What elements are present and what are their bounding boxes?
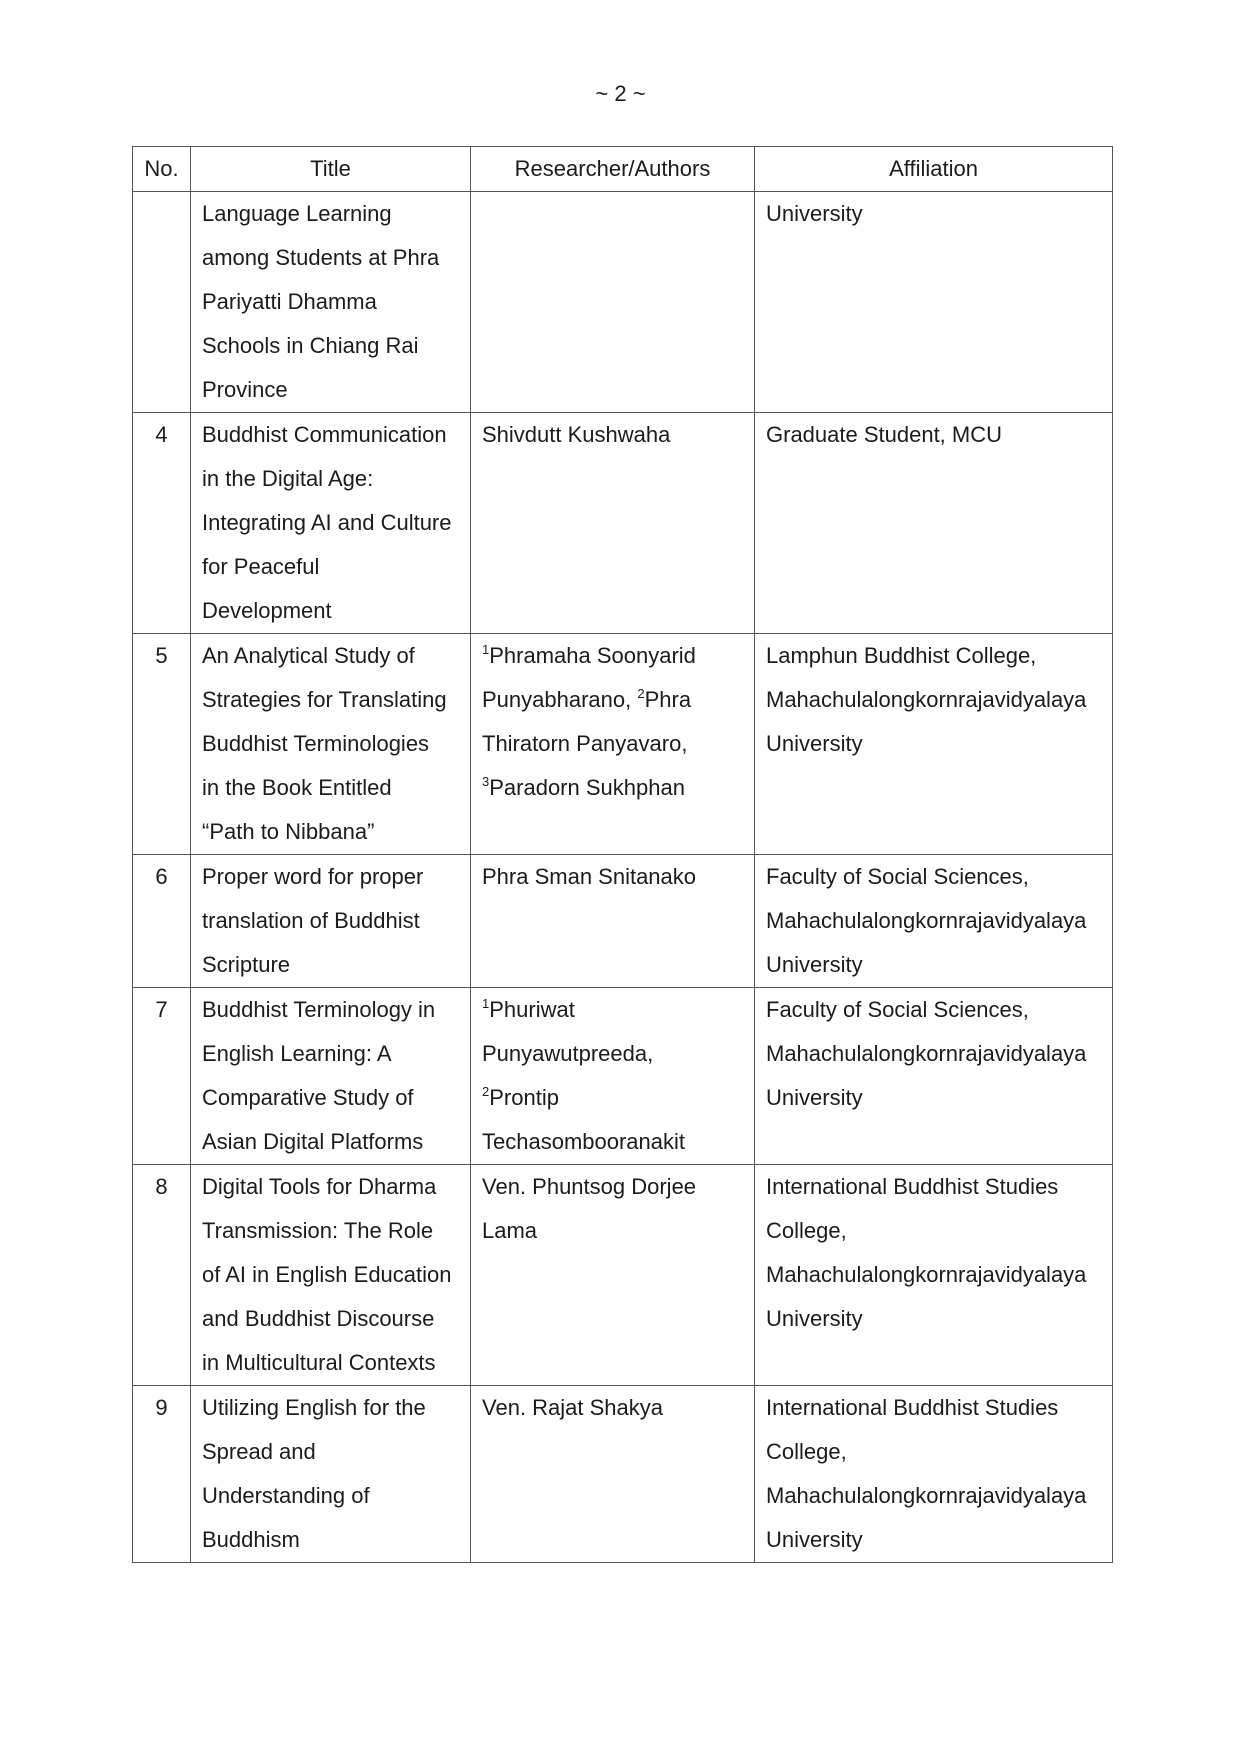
- table-row: [133, 1386, 1113, 1563]
- cell-authors: [471, 192, 755, 413]
- page-number: ~ 2 ~: [595, 81, 646, 106]
- table-row: [133, 1165, 1113, 1386]
- author-index-superscript: 1: [482, 642, 490, 657]
- title-line: Schools in Chiang Rai: [202, 333, 419, 358]
- affiliation-line: Mahachulalongkornrajavidyalaya: [766, 687, 1087, 712]
- author-name-text: Punyawutpreeda,: [482, 1041, 654, 1066]
- cell-title: [191, 1165, 471, 1386]
- author-name-text: Phuriwat: [489, 997, 575, 1022]
- author-name-text: Ven. Rajat Shakya: [482, 1395, 664, 1420]
- author-index-superscript: 2: [637, 686, 645, 701]
- table-header-row: [133, 147, 1113, 192]
- title-line: Asian Digital Platforms: [202, 1129, 424, 1154]
- affiliation-line: Graduate Student, MCU: [766, 422, 1003, 447]
- row-number: 5: [155, 643, 168, 668]
- cell-no: [133, 413, 191, 634]
- author-line: [482, 766, 748, 810]
- cell-affiliation: [755, 413, 1113, 634]
- title-line: for Peaceful: [202, 554, 320, 579]
- title-line: Proper word for proper: [202, 864, 424, 889]
- affiliation-line: Mahachulalongkornrajavidyalaya: [766, 908, 1087, 933]
- author-line: [482, 678, 748, 722]
- author-name-text: Phramaha Soonyarid: [489, 643, 696, 668]
- title-line: Buddhism: [202, 1527, 300, 1552]
- title-line: Spread and: [202, 1439, 316, 1464]
- cell-title: [191, 855, 471, 988]
- title-line: of AI in English Education: [202, 1262, 452, 1287]
- header-researcher-authors: Researcher/Authors: [471, 147, 755, 192]
- cell-authors: [471, 855, 755, 988]
- cell-affiliation: [755, 988, 1113, 1165]
- author-name-text: Paradorn Sukhphan: [489, 775, 685, 800]
- title-line: Digital Tools for Dharma: [202, 1174, 437, 1199]
- affiliation-line: Faculty of Social Sciences,: [766, 997, 1029, 1022]
- table-body: [133, 192, 1113, 1563]
- table-row: [133, 988, 1113, 1165]
- affiliation-line: Mahachulalongkornrajavidyalaya: [766, 1262, 1087, 1287]
- header-no: No.: [133, 147, 191, 192]
- author-line: [482, 1386, 748, 1430]
- affiliation-line: Lamphun Buddhist College,: [766, 643, 1037, 668]
- cell-affiliation: [755, 192, 1113, 413]
- author-name-text: Punyabharano,: [482, 687, 638, 712]
- title-line: “Path to Nibbana”: [202, 819, 375, 844]
- title-line: translation of Buddhist: [202, 908, 420, 933]
- author-index-superscript: 1: [482, 996, 490, 1011]
- cell-affiliation: [755, 634, 1113, 855]
- author-line: [482, 988, 748, 1032]
- cell-no: [133, 1386, 191, 1563]
- author-line: [482, 722, 748, 766]
- table-row: [133, 634, 1113, 855]
- author-line: [482, 1120, 748, 1164]
- affiliation-line: Mahachulalongkornrajavidyalaya: [766, 1041, 1087, 1066]
- cell-no: [133, 192, 191, 413]
- row-number: 7: [155, 997, 168, 1022]
- author-index-superscript: 3: [482, 774, 490, 789]
- title-line: Province: [202, 377, 288, 402]
- row-number: [135, 192, 188, 236]
- table-row: [133, 413, 1113, 634]
- affiliation-line: Faculty of Social Sciences,: [766, 864, 1029, 889]
- row-number: 6: [155, 864, 168, 889]
- title-line: Development: [202, 598, 332, 623]
- research-papers-table: [132, 146, 1113, 1563]
- cell-authors: [471, 634, 755, 855]
- author-name-text: Phra: [644, 687, 692, 712]
- affiliation-line: University: [766, 201, 863, 226]
- table-row: [133, 192, 1113, 413]
- cell-authors: [471, 413, 755, 634]
- title-line: Scripture: [202, 952, 291, 977]
- affiliation-line: Mahachulalongkornrajavidyalaya: [766, 1483, 1087, 1508]
- author-line: [482, 634, 748, 678]
- title-line: in the Digital Age:: [202, 466, 374, 491]
- title-line: Strategies for Translating: [202, 687, 447, 712]
- author-line: [482, 1076, 748, 1120]
- title-line: and Buddhist Discourse: [202, 1306, 435, 1331]
- cell-title: [191, 988, 471, 1165]
- cell-affiliation: [755, 855, 1113, 988]
- author-index-superscript: 2: [482, 1084, 490, 1099]
- title-line: Pariyatti Dhamma: [202, 289, 377, 314]
- title-line: Understanding of: [202, 1483, 370, 1508]
- cell-authors: [471, 1165, 755, 1386]
- affiliation-line: College,: [766, 1439, 847, 1464]
- cell-no: [133, 855, 191, 988]
- cell-affiliation: [755, 1386, 1113, 1563]
- cell-no: [133, 634, 191, 855]
- author-line: [482, 855, 748, 899]
- title-line: Buddhist Terminologies: [202, 731, 430, 756]
- affiliation-line: International Buddhist Studies: [766, 1395, 1059, 1420]
- author-name-text: Ven. Phuntsog Dorjee: [482, 1174, 697, 1199]
- affiliation-line: University: [766, 731, 863, 756]
- cell-authors: [471, 1386, 755, 1563]
- header-affiliation: Affiliation: [755, 147, 1113, 192]
- title-line: English Learning: A: [202, 1041, 392, 1066]
- affiliation-line: University: [766, 952, 863, 977]
- cell-title: [191, 192, 471, 413]
- title-line: Utilizing English for the: [202, 1395, 426, 1420]
- cell-title: [191, 413, 471, 634]
- author-name-text: Techasombooranakit: [482, 1129, 686, 1154]
- author-name-text: Thiratorn Panyavaro,: [482, 731, 688, 756]
- row-number: 9: [155, 1395, 168, 1420]
- title-line: Integrating AI and Culture: [202, 510, 452, 535]
- title-line: in the Book Entitled: [202, 775, 392, 800]
- author-line: [482, 1209, 748, 1253]
- title-line: Language Learning: [202, 201, 392, 226]
- cell-affiliation: [755, 1165, 1113, 1386]
- header-title: Title: [191, 147, 471, 192]
- title-line: in Multicultural Contexts: [202, 1350, 436, 1375]
- author-name-text: Lama: [482, 1218, 538, 1243]
- author-line: [482, 413, 748, 457]
- row-number: 4: [155, 422, 168, 447]
- cell-title: [191, 634, 471, 855]
- title-line: Transmission: The Role: [202, 1218, 434, 1243]
- title-line: Comparative Study of: [202, 1085, 414, 1110]
- cell-no: [133, 988, 191, 1165]
- title-line: An Analytical Study of: [202, 643, 415, 668]
- affiliation-line: University: [766, 1527, 863, 1552]
- author-line: [482, 1032, 748, 1076]
- affiliation-line: University: [766, 1085, 863, 1110]
- author-name-text: Shivdutt Kushwaha: [482, 422, 671, 447]
- affiliation-line: University: [766, 1306, 863, 1331]
- affiliation-line: College,: [766, 1218, 847, 1243]
- row-number: 8: [155, 1174, 168, 1199]
- title-line: Buddhist Communication: [202, 422, 447, 447]
- author-name-text: Phra Sman Snitanako: [482, 864, 697, 889]
- title-line: among Students at Phra: [202, 245, 440, 270]
- table-row: [133, 855, 1113, 988]
- cell-title: [191, 1386, 471, 1563]
- title-line: Buddhist Terminology in: [202, 997, 436, 1022]
- cell-authors: [471, 988, 755, 1165]
- affiliation-line: International Buddhist Studies: [766, 1174, 1059, 1199]
- cell-no: [133, 1165, 191, 1386]
- author-name-text: Prontip: [489, 1085, 559, 1110]
- author-line: [482, 1165, 748, 1209]
